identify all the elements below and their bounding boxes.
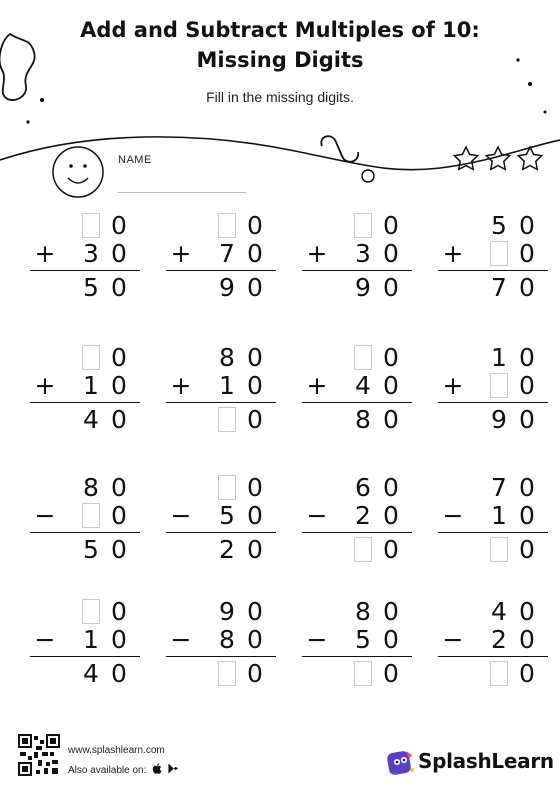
- bottom-row: [30, 625, 140, 655]
- math-problem: [166, 343, 276, 453]
- digit: 0: [111, 597, 127, 626]
- missing-digit-box[interactable]: [490, 661, 508, 686]
- missing-digit-box[interactable]: [354, 213, 372, 238]
- result-row: [30, 659, 140, 689]
- result-row: [302, 405, 412, 435]
- digit: 0: [247, 535, 263, 564]
- digit: 0: [519, 211, 535, 240]
- math-problem: [30, 597, 140, 707]
- bottom-row: [166, 625, 276, 655]
- digit: 0: [519, 535, 535, 564]
- top-row: [30, 597, 140, 627]
- minus-sign: −: [170, 501, 192, 530]
- digit: 0: [383, 473, 399, 502]
- plus-sign: +: [34, 371, 56, 400]
- digit: 0: [519, 273, 535, 302]
- plus-sign: +: [306, 371, 328, 400]
- available-label: Also available on:: [68, 765, 147, 776]
- missing-digit-box[interactable]: [218, 213, 236, 238]
- bottom-row: [30, 371, 140, 401]
- minus-sign: −: [34, 625, 56, 654]
- digit: 0: [383, 239, 399, 268]
- brand-name: SplashLearn: [418, 749, 554, 773]
- digit: 0: [519, 405, 535, 434]
- digit: 7: [219, 239, 235, 268]
- bottom-row: [166, 371, 276, 401]
- top-row: [438, 343, 548, 373]
- digit: 0: [247, 405, 263, 434]
- digit: 4: [355, 371, 371, 400]
- bottom-row: [30, 239, 140, 269]
- digit: 8: [219, 625, 235, 654]
- play-store-icon[interactable]: [168, 763, 178, 774]
- result-row: [30, 273, 140, 303]
- top-row: [30, 473, 140, 503]
- qr-code-icon: [18, 734, 60, 776]
- apple-icon[interactable]: [152, 763, 162, 774]
- bottom-row: [302, 625, 412, 655]
- answer-line: [438, 402, 548, 403]
- math-problem: [302, 211, 412, 321]
- digit: 0: [519, 239, 535, 268]
- digit: 8: [355, 597, 371, 626]
- digit: 0: [111, 625, 127, 654]
- missing-digit-box[interactable]: [82, 345, 100, 370]
- minus-sign: −: [442, 625, 464, 654]
- bottom-row: [30, 501, 140, 531]
- missing-digit-box[interactable]: [82, 503, 100, 528]
- digit: 0: [247, 597, 263, 626]
- digit: 5: [491, 211, 507, 240]
- digit: 0: [383, 343, 399, 372]
- digit: 2: [219, 535, 235, 564]
- digit: 1: [83, 625, 99, 654]
- missing-digit-box[interactable]: [218, 407, 236, 432]
- bottom-row: [302, 501, 412, 531]
- math-problem: [438, 211, 548, 321]
- digit: 5: [219, 501, 235, 530]
- missing-digit-box[interactable]: [218, 475, 236, 500]
- math-problem: [302, 473, 412, 583]
- digit: 0: [519, 597, 535, 626]
- minus-sign: −: [442, 501, 464, 530]
- bottom-row: [166, 501, 276, 531]
- plus-sign: +: [442, 239, 464, 268]
- missing-digit-box[interactable]: [490, 241, 508, 266]
- math-problem: [302, 597, 412, 707]
- answer-line: [438, 656, 548, 657]
- answer-line: [302, 270, 412, 271]
- digit: 3: [83, 239, 99, 268]
- digit: 0: [111, 273, 127, 302]
- name-label: NAME: [118, 154, 152, 166]
- digit: 0: [111, 473, 127, 502]
- result-row: [438, 405, 548, 435]
- digit: 9: [219, 597, 235, 626]
- math-problem: [166, 211, 276, 321]
- digit: 0: [247, 659, 263, 688]
- missing-digit-box[interactable]: [82, 599, 100, 624]
- digit: 8: [355, 405, 371, 434]
- digit: 4: [491, 597, 507, 626]
- result-row: [302, 659, 412, 689]
- answer-line: [166, 656, 276, 657]
- answer-line: [30, 270, 140, 271]
- minus-sign: −: [34, 501, 56, 530]
- digit: 0: [111, 343, 127, 372]
- result-row: [166, 659, 276, 689]
- top-row: [30, 211, 140, 241]
- digit: 5: [355, 625, 371, 654]
- bottom-row: [438, 625, 548, 655]
- missing-digit-box[interactable]: [82, 213, 100, 238]
- digit: 0: [111, 405, 127, 434]
- answer-line: [30, 656, 140, 657]
- digit: 0: [247, 501, 263, 530]
- digit: 0: [383, 625, 399, 654]
- top-row: [302, 211, 412, 241]
- digit: 4: [83, 659, 99, 688]
- answer-line: [302, 402, 412, 403]
- plus-sign: +: [170, 371, 192, 400]
- digit: 0: [111, 659, 127, 688]
- math-problem: [438, 597, 548, 707]
- math-problem: [438, 473, 548, 583]
- digit: 3: [355, 239, 371, 268]
- top-row: [166, 473, 276, 503]
- top-row: [438, 597, 548, 627]
- top-row: [302, 473, 412, 503]
- digit: 0: [111, 239, 127, 268]
- plus-sign: +: [170, 239, 192, 268]
- result-row: [166, 535, 276, 565]
- top-row: [302, 343, 412, 373]
- result-row: [166, 273, 276, 303]
- math-problem: [166, 597, 276, 707]
- math-problem: [302, 343, 412, 453]
- bottom-row: [166, 239, 276, 269]
- footer-available-text: [68, 763, 178, 776]
- result-row: [166, 405, 276, 435]
- digit: 0: [383, 535, 399, 564]
- digit: 8: [83, 473, 99, 502]
- smiley-face-icon: [53, 147, 103, 197]
- splashlearn-logo-icon: [386, 748, 416, 778]
- missing-digit-box[interactable]: [354, 661, 372, 686]
- digit: 0: [383, 371, 399, 400]
- minus-sign: −: [306, 501, 328, 530]
- plus-sign: +: [306, 239, 328, 268]
- digit: 0: [111, 371, 127, 400]
- answer-line: [438, 532, 548, 533]
- math-problem: [438, 343, 548, 453]
- math-problem: [30, 343, 140, 453]
- digit: 0: [383, 501, 399, 530]
- digit: 9: [355, 273, 371, 302]
- digit: 0: [247, 273, 263, 302]
- digit: 0: [247, 625, 263, 654]
- digit: 0: [247, 371, 263, 400]
- missing-digit-box[interactable]: [490, 537, 508, 562]
- bottom-row: [438, 239, 548, 269]
- top-row: [166, 343, 276, 373]
- math-problem: [30, 211, 140, 321]
- math-problem: [30, 473, 140, 583]
- result-row: [438, 659, 548, 689]
- page-title-line1: Add and Subtract Multiples of 10:: [80, 18, 480, 42]
- digit: 0: [383, 273, 399, 302]
- digit: 0: [247, 473, 263, 502]
- answer-line: [30, 402, 140, 403]
- minus-sign: −: [170, 625, 192, 654]
- result-row: [302, 535, 412, 565]
- digit: 1: [219, 371, 235, 400]
- digit: 0: [519, 625, 535, 654]
- digit: 0: [383, 405, 399, 434]
- result-row: [438, 273, 548, 303]
- bottom-row: [302, 239, 412, 269]
- digit: 0: [383, 659, 399, 688]
- digit: 7: [491, 273, 507, 302]
- result-row: [30, 535, 140, 565]
- name-input-line[interactable]: [118, 192, 246, 193]
- digit: 0: [247, 239, 263, 268]
- digit: 0: [519, 371, 535, 400]
- missing-digit-box[interactable]: [490, 373, 508, 398]
- digit: 0: [383, 211, 399, 240]
- answer-line: [302, 656, 412, 657]
- top-row: [30, 343, 140, 373]
- digit: 4: [83, 405, 99, 434]
- bottom-row: [438, 501, 548, 531]
- bottom-row: [302, 371, 412, 401]
- digit: 0: [519, 659, 535, 688]
- digit: 1: [491, 501, 507, 530]
- top-row: [302, 597, 412, 627]
- digit: 2: [491, 625, 507, 654]
- page-title-line2: Missing Digits: [196, 48, 364, 72]
- bottom-row: [438, 371, 548, 401]
- digit: 0: [111, 501, 127, 530]
- digit: 6: [355, 473, 371, 502]
- answer-line: [166, 402, 276, 403]
- digit: 2: [355, 501, 371, 530]
- digit: 1: [491, 343, 507, 372]
- missing-digit-box[interactable]: [354, 537, 372, 562]
- answer-line: [438, 270, 548, 271]
- answer-line: [302, 532, 412, 533]
- digit: 0: [519, 473, 535, 502]
- minus-sign: −: [306, 625, 328, 654]
- plus-sign: +: [34, 239, 56, 268]
- top-row: [438, 211, 548, 241]
- answer-line: [30, 532, 140, 533]
- footer-url[interactable]: www.splashlearn.com: [68, 745, 165, 756]
- missing-digit-box[interactable]: [354, 345, 372, 370]
- instruction-text: Fill in the missing digits.: [206, 89, 354, 105]
- digit: 1: [83, 371, 99, 400]
- result-row: [30, 405, 140, 435]
- top-row: [438, 473, 548, 503]
- digit: 0: [383, 597, 399, 626]
- digit: 7: [491, 473, 507, 502]
- digit: 0: [247, 211, 263, 240]
- plus-sign: +: [442, 371, 464, 400]
- top-row: [166, 597, 276, 627]
- top-row: [166, 211, 276, 241]
- digit: 9: [219, 273, 235, 302]
- digit: 8: [219, 343, 235, 372]
- result-row: [302, 273, 412, 303]
- digit: 9: [491, 405, 507, 434]
- answer-line: [166, 532, 276, 533]
- stars-decoration: [454, 147, 541, 169]
- digit: 5: [83, 535, 99, 564]
- digit: 0: [247, 343, 263, 372]
- digit: 0: [111, 211, 127, 240]
- digit: 0: [111, 535, 127, 564]
- digit: 0: [519, 501, 535, 530]
- missing-digit-box[interactable]: [218, 661, 236, 686]
- digit: 5: [83, 273, 99, 302]
- math-problem: [166, 473, 276, 583]
- answer-line: [166, 270, 276, 271]
- digit: 0: [519, 343, 535, 372]
- result-row: [438, 535, 548, 565]
